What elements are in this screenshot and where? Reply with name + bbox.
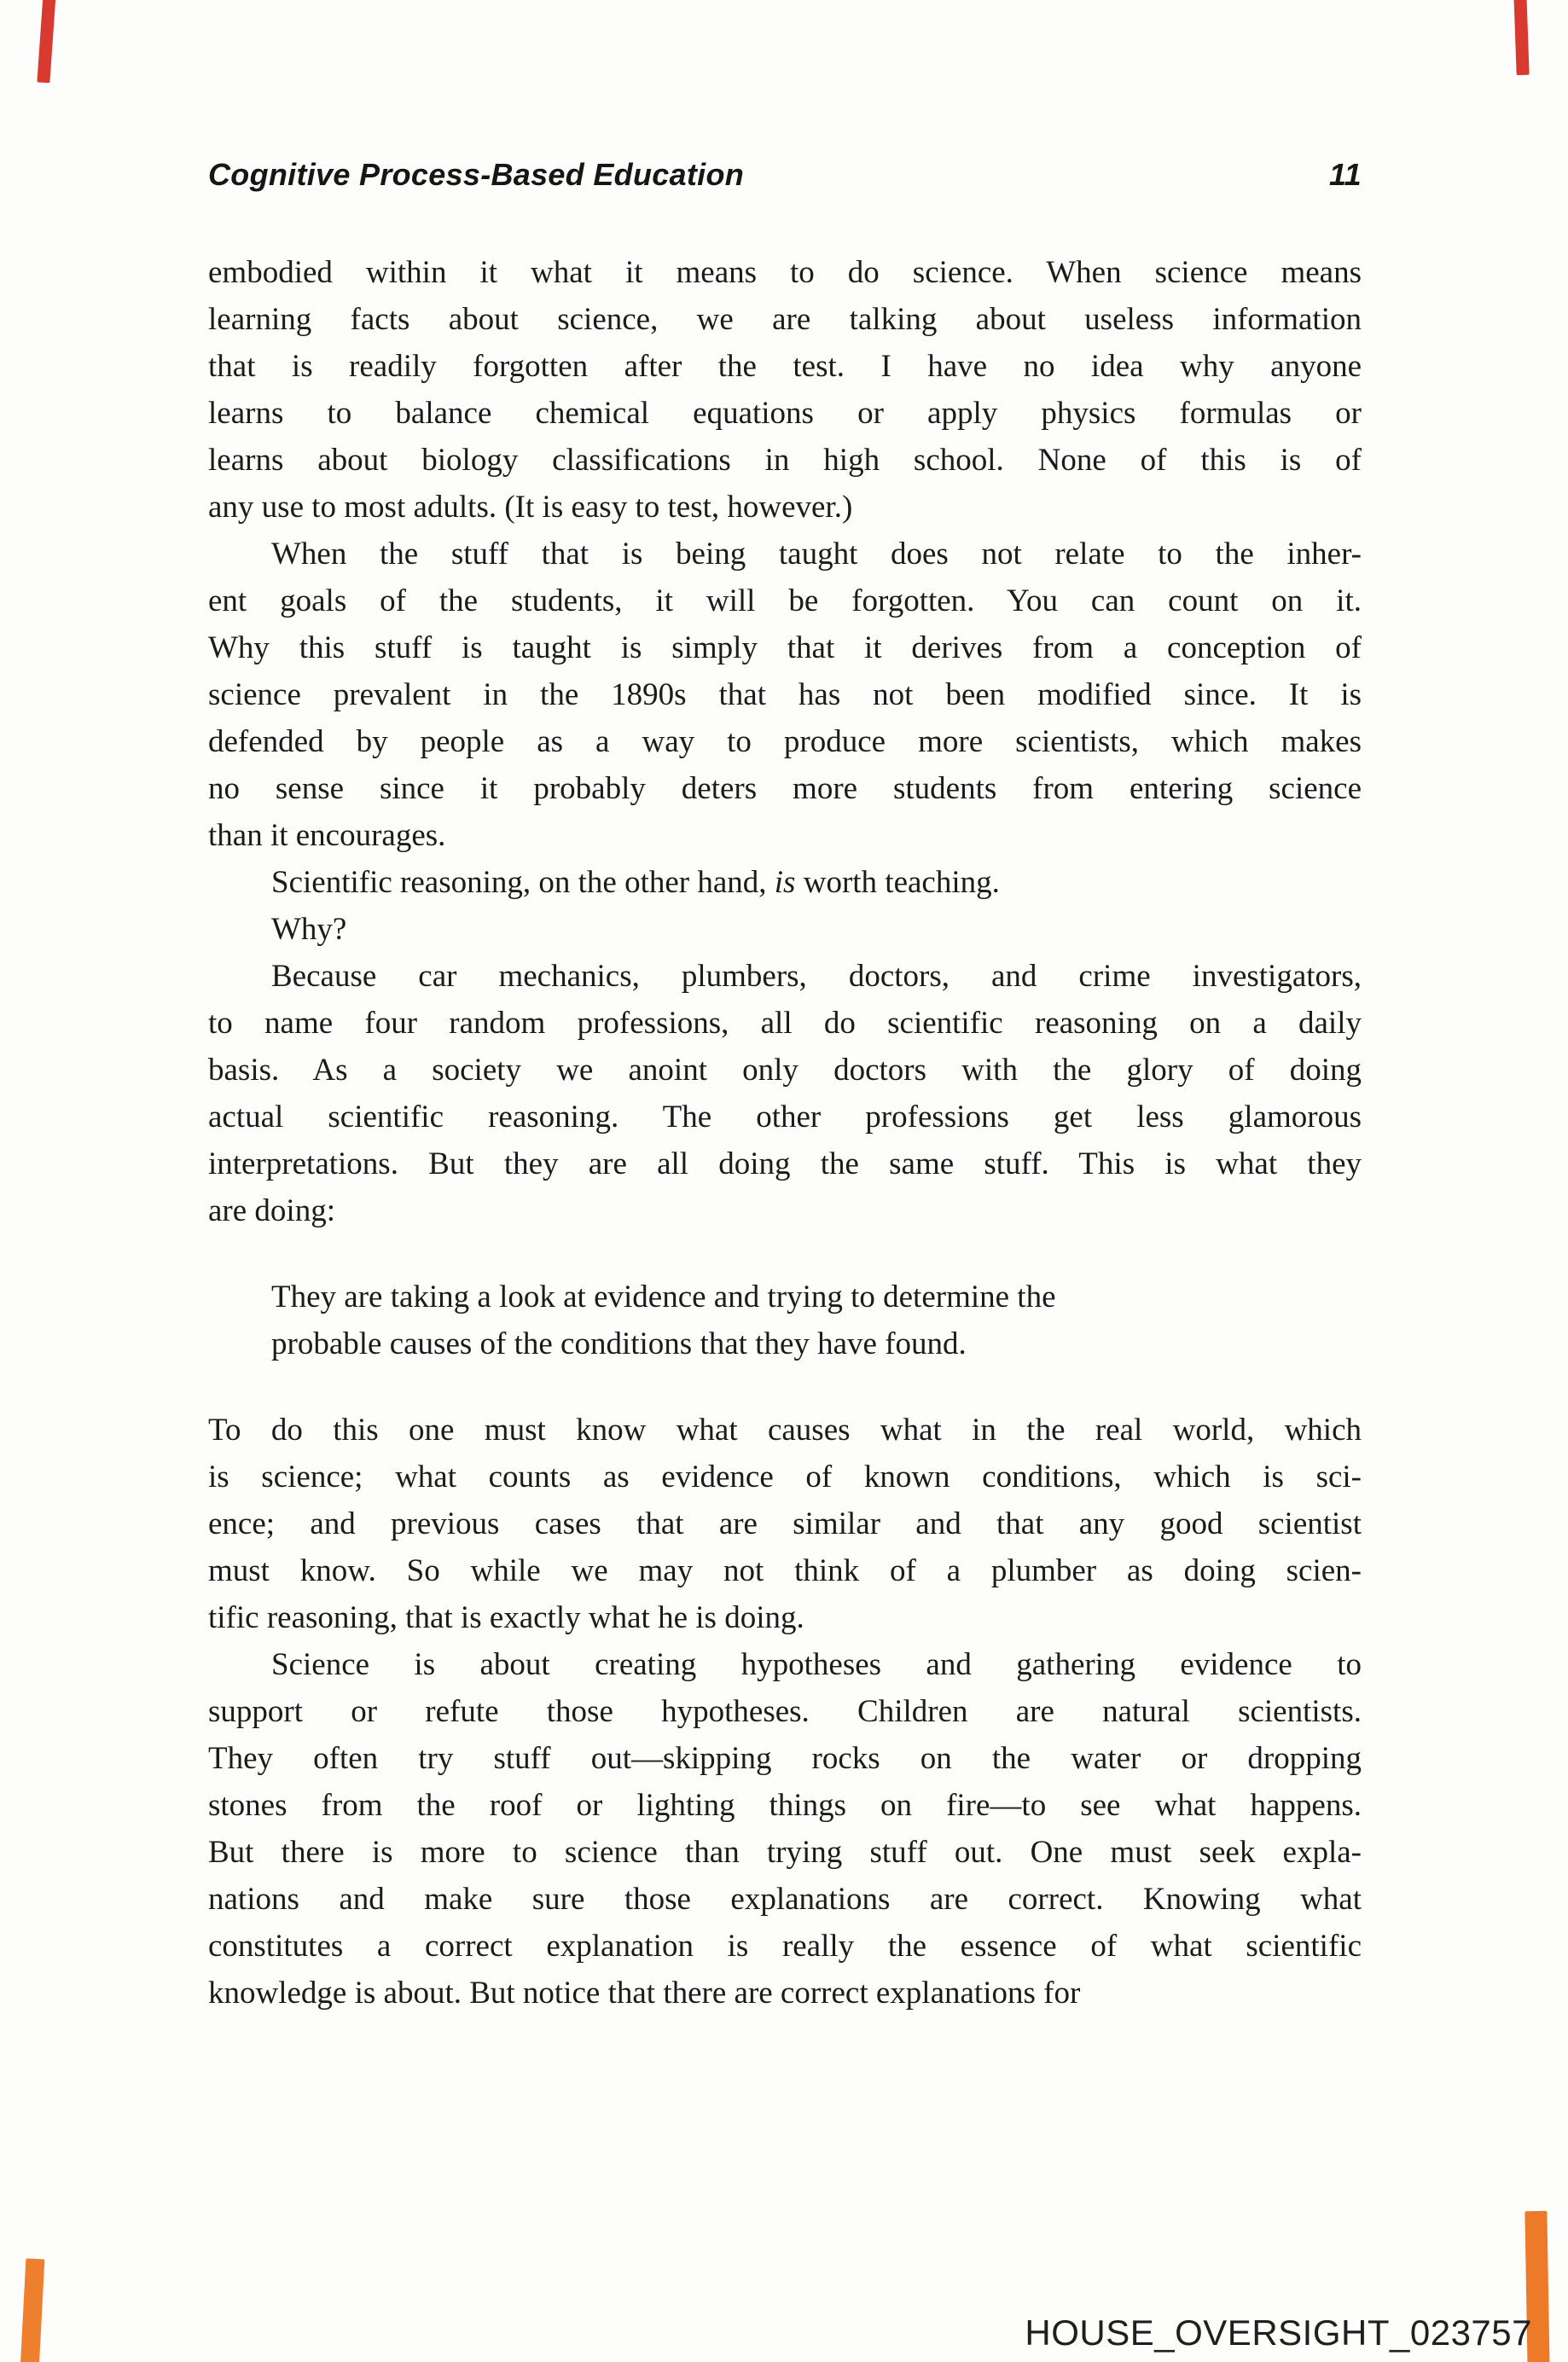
paragraph	[208, 906, 1362, 953]
paragraph	[208, 249, 1362, 531]
text-line: to name four random professions, all do scientific reasoning on a daily	[208, 1006, 1362, 1041]
text-line: Why this stuff is taught is simply that it derives from a conception of	[208, 630, 1362, 665]
text-line: than it encourages.	[208, 818, 446, 853]
paragraph	[208, 531, 1362, 859]
text-line: tific reasoning, that is exactly what he is doing.	[208, 1600, 804, 1635]
scan-artifact-top-left	[37, 0, 55, 83]
text-line: probable causes of the conditions that they have found.	[271, 1326, 967, 1361]
page-header	[208, 157, 1362, 193]
text-line: must know. So while we may not think of a plumber as doing scien-	[208, 1553, 1362, 1588]
text-line: no sense since it probably deters more students from entering science	[208, 771, 1362, 806]
text-line: science prevalent in the 1890s that has not been modified since. It is	[208, 677, 1362, 712]
text-line: learns about biology classifications in high school. None of this is of	[208, 443, 1362, 478]
text-line: ence; and previous cases that are similar and that any good scientist	[208, 1506, 1362, 1541]
text-line: stones from the roof or lighting things on fire—to see what happens.	[208, 1788, 1362, 1823]
body-text	[208, 249, 1362, 2017]
text-line: interpretations. But they are all doing the same stuff. This is what they	[208, 1146, 1362, 1181]
text-line: embodied within it what it means to do science. When science means	[208, 255, 1362, 290]
page-number: 11	[1329, 157, 1362, 192]
text-line: are doing:	[208, 1193, 335, 1228]
text-line: To do this one must know what causes what in the real world, which	[208, 1413, 1362, 1448]
text-line: When the stuff that is being taught does not relate to the inher-	[271, 537, 1362, 572]
text-line: that is readily forgotten after the test. I have no idea why anyone	[208, 349, 1362, 384]
text-line: knowledge is about. But notice that there are correct explanations for	[208, 1976, 1081, 2011]
text-line: constitutes a correct explanation is really the essence of what scientific	[208, 1929, 1362, 1964]
scan-artifact-bottom-left	[20, 2259, 45, 2362]
emphasis-text: is	[774, 865, 796, 900]
running-head-title: Cognitive Process-Based Education	[208, 157, 745, 192]
paragraph	[208, 953, 1362, 1234]
text-line: ent goals of the students, it will be forgotten. You can count on it.	[208, 583, 1362, 618]
paragraph	[208, 1407, 1362, 1641]
text-line: any use to most adults. (It is easy to test, however.)	[208, 490, 853, 525]
text-line: They are taking a look at evidence and trying to determine the	[271, 1280, 1056, 1314]
text-line: is science; what counts as evidence of known conditions, which is sci-	[208, 1460, 1362, 1494]
paragraph	[208, 1641, 1362, 2017]
text-line: defended by people as a way to produce more scientists, which makes	[208, 724, 1362, 759]
text-line: support or refute those hypotheses. Children are natural scientists.	[208, 1694, 1362, 1729]
text-line: Science is about creating hypotheses and gathering evidence to	[271, 1647, 1362, 1682]
scan-artifact-top-right	[1513, 0, 1529, 75]
oversight-stamp: HOUSE_OVERSIGHT_023757	[1025, 2313, 1532, 2353]
text-line: learns to balance chemical equations or apply physics formulas or	[208, 396, 1362, 431]
paragraph	[208, 859, 1362, 906]
text-line: Why?	[271, 912, 347, 947]
text-line: Scientific reasoning, on the other hand, is worth teaching.	[271, 865, 1000, 900]
text-line: basis. As a society we anoint only doctors with the glory of doing	[208, 1053, 1362, 1088]
text-line: They often try stuff out—skipping rocks on the water or dropping	[208, 1741, 1362, 1776]
block-quote	[208, 1274, 1362, 1367]
text-line: But there is more to science than trying stuff out. One must seek expla-	[208, 1835, 1362, 1870]
text-line: Because car mechanics, plumbers, doctors, and crime investigators,	[271, 959, 1362, 994]
text-line: learning facts about science, we are talking about useless information	[208, 302, 1362, 337]
text-line: nations and make sure those explanations are correct. Knowing what	[208, 1882, 1362, 1917]
text-line: actual scientific reasoning. The other professions get less glamorous	[208, 1100, 1362, 1135]
